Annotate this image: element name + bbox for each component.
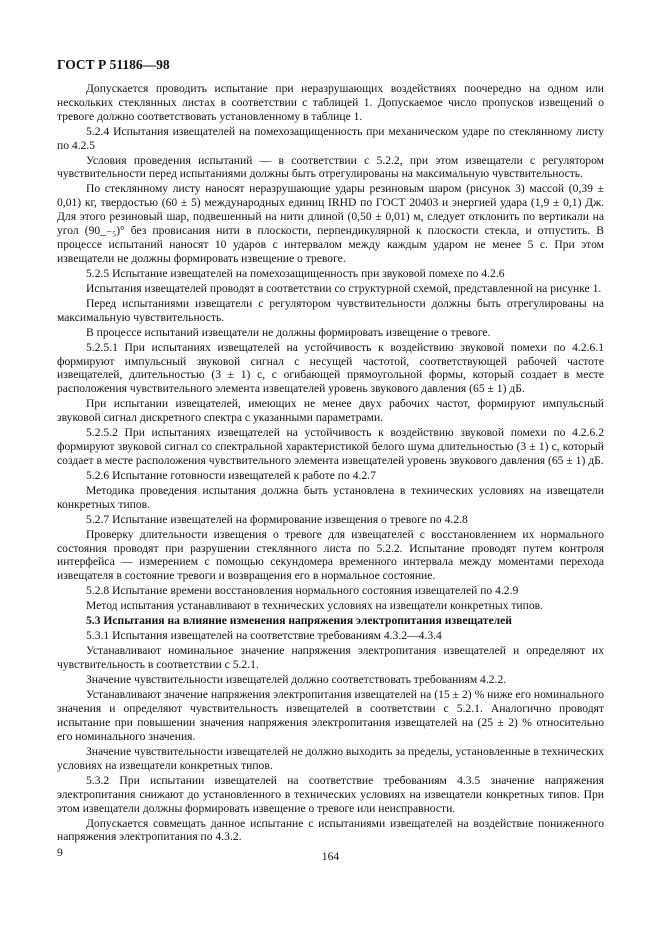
paragraph: Перед испытаниями извещатели с регулятором чувствительности должны быть отрегулированы на максимальную чувствительность. bbox=[57, 296, 604, 324]
section-heading: 5.2.7 Испытание извещателей на формирование извещения о тревоге по 4.2.8 bbox=[86, 512, 468, 526]
paragraph: Значение чувствительности извещателей должно соответствовать требованиям 4.2.2. bbox=[86, 673, 507, 687]
page-number-left: 9 bbox=[57, 846, 63, 859]
paragraph: Устанавливают значение напряжения электропитания извещателей на (15 ± 2) % ниже его номинального значения и определяют чувствительность извещателей в соответствии с 5.2.1. Аналогично проводят испытание при повышении значения напряжения электропитания извещателей на (25 ± 2) % относительно его номинального значения. bbox=[57, 688, 604, 743]
paragraph: 5.3.2 При испытании извещателей на соответствие требованиям 4.3.5 значение напряжения электропитания снижают до установленного в технических условиях на извещатели конкретных типов. При этом извещатели должны формировать извещение о тревоге или неисправности. bbox=[57, 773, 604, 815]
section-heading: 5.2.8 Испытание времени восстановления нормального состояния извещателей по 4.2.9 bbox=[86, 584, 519, 598]
paragraph: В процессе испытаний извещатели не должны формировать извещение о тревоге. bbox=[86, 325, 491, 339]
paragraph: При испытании извещателей, имеющих не менее двух рабочих частот, формируют импульсный звуковой сигнал дискретного спектра с указанными параметрами. bbox=[57, 397, 604, 425]
paragraph: По стеклянному листу наносят неразрушающие удары резиновым шаром (рисунок 3) массой (0,39 ± 0,01) кг, твердостью (60 ± 5) международных единиц IRHD по ГОСТ 20403 и энергией удара (1,9 ± 0,1) Дж. Для этого резиновый шар, подвешенный на нити длиной (0,50 ± 0,01) м, следует отклонить по вертикали на угол (90_₋₅)° без провисания нити в плоскости, перпендикулярной к плоскости стекла, и отпустить. В процессе испытаний наносят 10 ударов с интервалом между каждым ударом не менее 5 с. При этом извещатели не должны формировать извещение о тревоге. bbox=[57, 182, 604, 265]
paragraph: 5.2.5.2 При испытаниях извещателей на устойчивость к воздействию звуковой помехи по 4.2.6.2 формируют звуковой сигнал со спектральной характеристикой белого шума длительностью (3 ± 1) с, который создает в месте расположения чувствительного элемента извещателей уровень звукового давления (65 ± 1) дБ. bbox=[57, 426, 604, 467]
standard-header: ГОСТ Р 51186—98 bbox=[57, 57, 170, 72]
paragraph: Значение чувствительности извещателей не должно выходить за пределы, установленные в технических условиях на извещатели конкретных типов. bbox=[57, 744, 604, 772]
paragraph: Допускается совмещать данное испытание с испытаниями извещателей на воздействие пониженного напряжения электропитания по 4.3.2. bbox=[57, 816, 604, 844]
document-body bbox=[57, 82, 604, 845]
page-number-center: 164 bbox=[321, 850, 340, 863]
paragraph: Условия проведения испытаний — в соответствии с 5.2.2, при этом извещатели с регулятором чувствительности перед испытаниями должны быть отрегулированы на максимальную чувствительность. bbox=[57, 153, 604, 181]
paragraph: Методика проведения испытания должна быть установлена в технических условиях на извещатели конкретных типов. bbox=[57, 483, 604, 511]
paragraph: Испытания извещателей проводят в соответствии со структурной схемой, представленной на рисунке 1. bbox=[86, 281, 602, 295]
paragraph: 5.2.5.1 При испытаниях извещателей на устойчивость к воздействию звуковой помехи по 4.2.6.1 формируют импульсный звуковой сигнал с несущей частотой, соответствующей рабочей частоте извещателей, длительностью (3 ± 1) с, с огибающей прямоугольной формы, который создает в месте расположения чувствительного элемента извещателей уровень звукового давления (65 ± 1) дБ. bbox=[57, 340, 604, 396]
section-heading: 5.2.5 Испытание извещателей на помехозащищенность при звуковой помехе по 4.2.6 bbox=[86, 266, 505, 280]
section-title: 5.3 Испытания на влияние изменения напряжения электропитания извещателей bbox=[86, 614, 512, 628]
section-heading: 5.2.4 Испытания извещателей на помехозащищенность при механическом ударе по стеклянному листу по 4.2.5 bbox=[57, 124, 604, 152]
section-heading: 5.2.6 Испытание готовности извещателей к работе по 4.2.7 bbox=[86, 468, 376, 482]
paragraph: Устанавливают номинальное значение напряжения электропитания извещателей и определяют их чувствительность в соответствии с 5.2.1. bbox=[57, 644, 604, 672]
paragraph: Допускается проводить испытание при неразрушающих воздействиях поочередно на одном или нескольких стеклянных листах в соответствии с таблицей 1. Допускаемое число пропусков извещений о тревоге должно соответствовать установленному в таблице 1. bbox=[57, 82, 604, 123]
section-heading: 5.3.1 Испытания извещателей на соответствие требованиям 4.3.2—4.3.4 bbox=[86, 629, 442, 643]
paragraph: Метод испытания устанавливают в технических условиях на извещатели конкретных типов. bbox=[86, 599, 544, 613]
paragraph: Проверку длительности извещения о тревоге для извещателей с восстановлением их нормального состояния проводят при разрушении стеклянного листа по 5.2.2. Испытание проводят путем контроля интерфейса — измерением с помощью секундомера временного интервала между моментами перехода извещателя в состояние тревоги и возвращения его в нормальное состояние. bbox=[57, 527, 604, 583]
